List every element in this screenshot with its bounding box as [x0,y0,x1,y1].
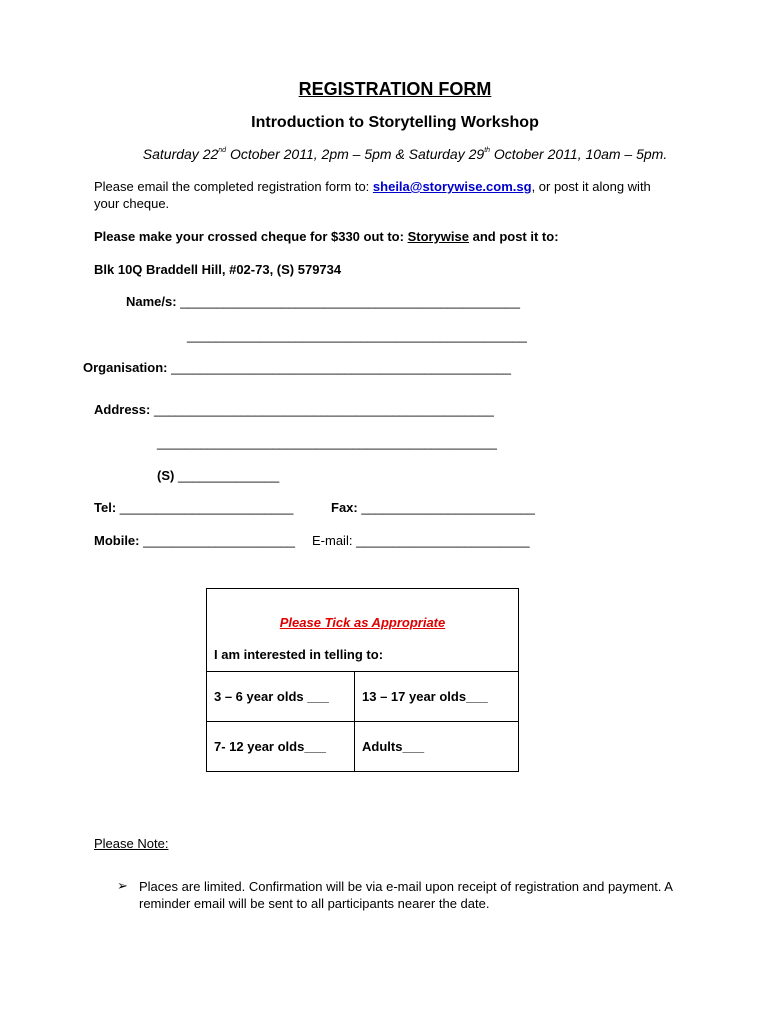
date-part-2: October 2011, 2pm – 5pm & Saturday 29 [226,146,485,162]
address-line-2[interactable]: _______________________________________________ [157,435,497,450]
fax-line[interactable]: ________________________ [361,500,535,515]
option-3-6-years[interactable]: 3 – 6 year olds ___ [207,672,355,722]
email-link[interactable]: sheila@storywise.com.sg [372,179,532,194]
names-field-line-2[interactable] [187,328,527,343]
date-superscript-1: nd [218,147,227,154]
email-line[interactable]: ________________________ [356,533,530,548]
mobile-label: Mobile: [94,533,140,548]
cheque-instruction [94,228,559,245]
organisation-line[interactable]: _______________________________________________ [171,360,511,375]
workshop-title: Introduction to Storytelling Workshop [251,114,539,131]
postal-code-line[interactable]: ______________ [177,468,280,483]
postal-code-field[interactable] [157,468,279,483]
names-label: Name/s: [126,294,177,309]
email-instruction-suffix: , or post it along with [531,179,651,194]
names-line-2[interactable]: _______________________________________________ [187,328,527,343]
tel-line[interactable]: ________________________ [119,500,294,515]
cheque-instruction-prefix: Please make your crossed cheque for $330 out to: [94,229,408,244]
cheque-instruction-suffix: and post it to: [468,229,559,244]
cheque-payee: Storywise [407,229,469,244]
note-label: Please Note: [94,836,169,851]
note-bullet-line-1: Places are limited. Confirmation will be via e-mail upon receipt of registration and payment. A [139,879,673,894]
fax-label: Fax: [331,500,358,515]
address-field[interactable] [94,402,494,417]
date-part-1: Saturday 22 [142,146,219,162]
arrow-bullet-icon: ➢ [117,878,128,893]
names-field[interactable] [126,294,520,309]
postal-code-label: (S) [157,468,175,483]
option-adults[interactable]: Adults___ [355,722,519,772]
date-part-3: October 2011, 10am – 5pm. [490,146,668,162]
email-label: E-mail: [312,533,353,548]
email-instruction-prefix: Please email the completed registration form to: [94,179,373,194]
mobile-field[interactable] [94,533,295,548]
tel-label: Tel: [94,500,117,515]
fax-field[interactable] [331,500,535,515]
tick-box-header [207,589,519,672]
form-title: REGISTRATION FORM [298,79,492,99]
address-label: Address: [94,402,151,417]
tick-box-table [206,588,519,772]
email-field[interactable] [312,533,530,548]
tel-field[interactable] [94,500,293,515]
mobile-line[interactable]: _____________________ [143,533,295,548]
postal-address: Blk 10Q Braddell Hill, #02-73, (S) 579734 [94,262,342,277]
option-7-12-years[interactable]: 7- 12 year olds___ [207,722,355,772]
date-superscript-2: th [484,147,491,154]
note-bullet-line-2: reminder email will be sent to all participants nearer the date. [139,896,490,911]
organisation-field[interactable] [83,360,511,375]
option-13-17-years[interactable]: 13 – 17 year olds___ [355,672,519,722]
address-line-1[interactable]: _______________________________________________ [153,402,494,417]
tick-box-interest: I am interested in telling to: [214,646,384,662]
note-bullet [139,878,673,912]
workshop-dates [0,146,770,162]
address-field-line-2[interactable] [157,435,497,450]
email-instruction-line2: your cheque. [94,196,170,211]
tick-box-title: Please Tick as Appropriate [279,614,446,630]
names-line-1[interactable]: _______________________________________________ [180,294,521,309]
email-instruction [94,178,651,195]
organisation-label: Organisation: [83,360,168,375]
